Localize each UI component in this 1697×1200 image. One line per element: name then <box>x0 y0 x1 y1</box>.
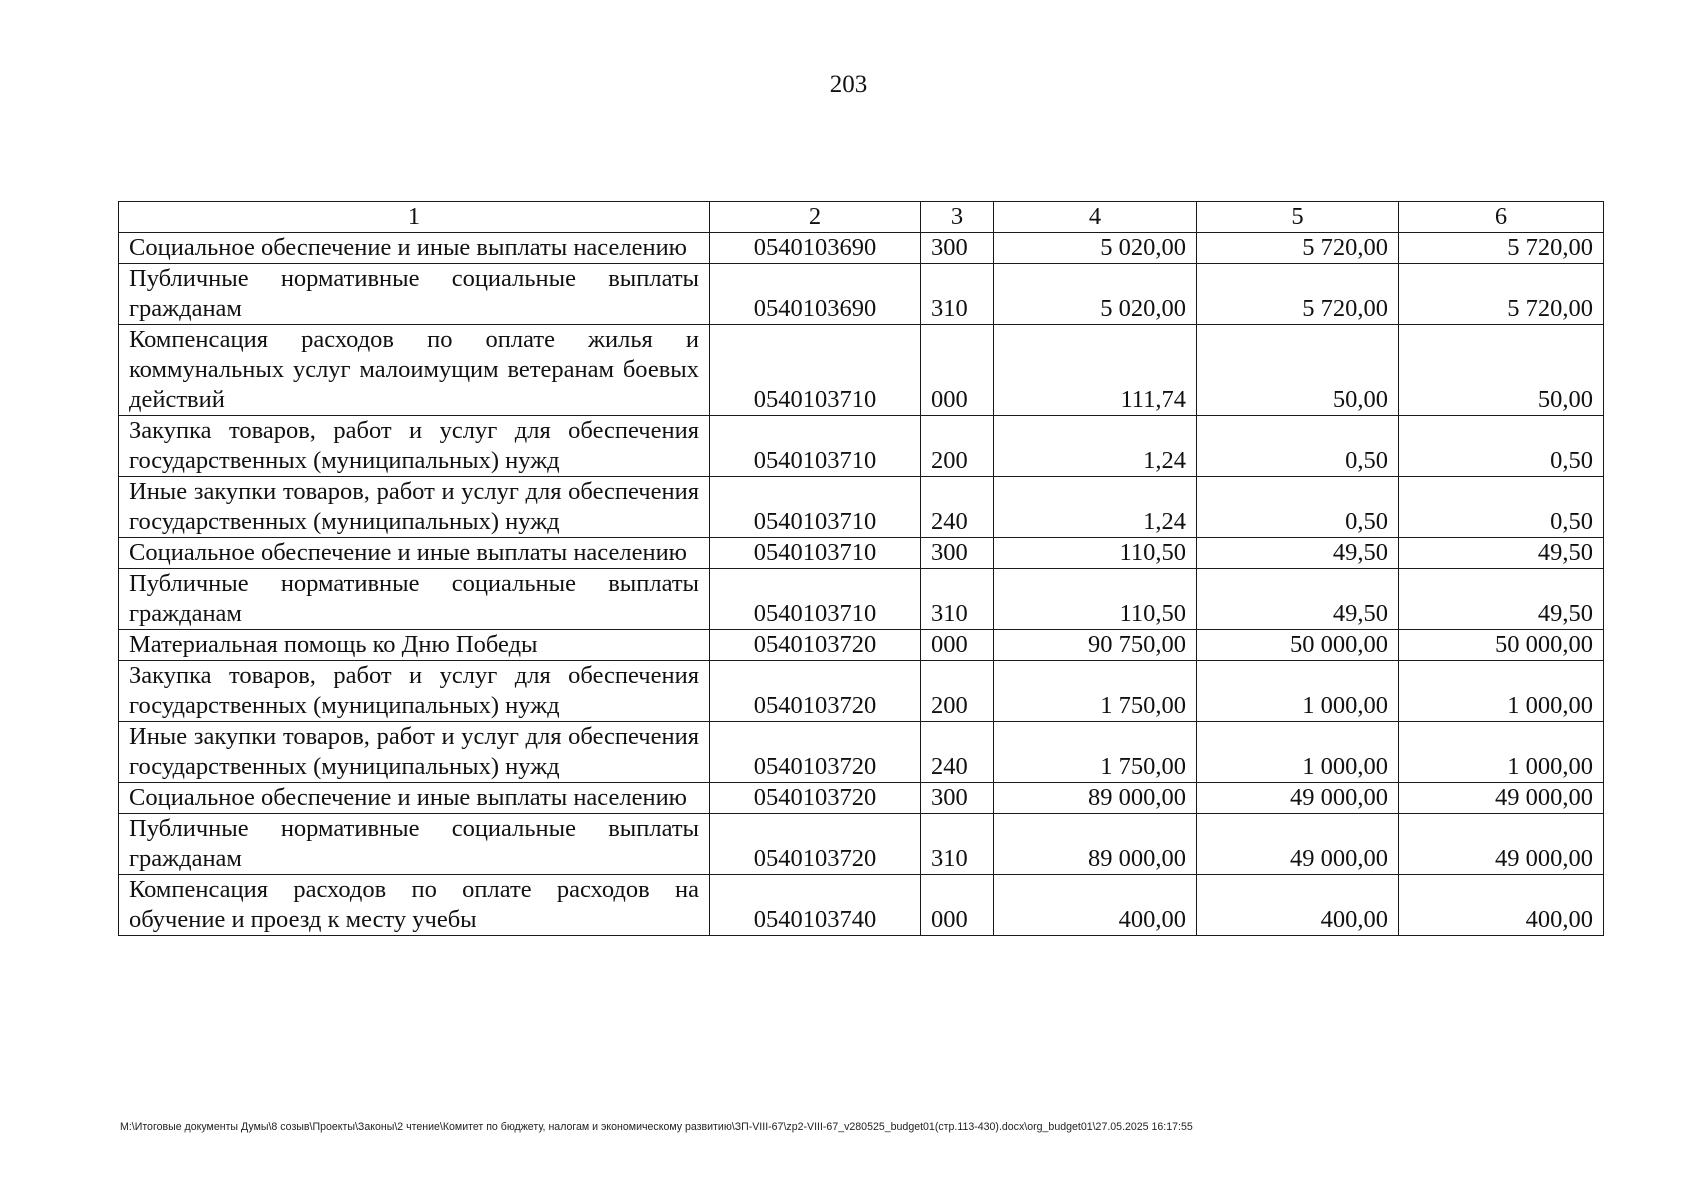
row-code: 0540103720 <box>710 814 921 875</box>
row-value-4: 1,24 <box>994 477 1197 538</box>
row-code: 0540103710 <box>710 325 921 416</box>
row-value-5: 49,50 <box>1197 569 1399 630</box>
row-value-6: 5 720,00 <box>1399 264 1604 325</box>
row-value-5: 0,50 <box>1197 477 1399 538</box>
row-name: Публичные нормативные социальные выплаты гражданам <box>119 814 710 875</box>
row-expense-type: 200 <box>921 661 994 722</box>
row-value-6: 1 000,00 <box>1399 661 1604 722</box>
column-header-5: 5 <box>1197 202 1399 233</box>
row-value-5: 49 000,00 <box>1197 814 1399 875</box>
row-expense-type: 310 <box>921 569 994 630</box>
row-expense-type: 300 <box>921 538 994 569</box>
row-code: 0540103710 <box>710 538 921 569</box>
row-name: Публичные нормативные социальные выплаты гражданам <box>119 264 710 325</box>
row-value-4: 90 750,00 <box>994 630 1197 661</box>
row-name: Компенсация расходов по оплате расходов на обучение и проезд к месту учебы <box>119 875 710 936</box>
row-value-5: 1 000,00 <box>1197 722 1399 783</box>
column-header-4: 4 <box>994 202 1197 233</box>
table-row <box>119 630 1604 661</box>
document-path-footer: М:\Итоговые документы Думы\8 созыв\Проекты\Законы\2 чтение\Комитет по бюджету, налогам и экономическому развитию\ЗП-VIII-67\zp2-VIII-67_v280525_budget01(стр.113-430).docx\org_budget01\27.05.2025 16:17:55 <box>120 1121 1193 1133</box>
row-name: Иные закупки товаров, работ и услуг для обеспечения государственных (муниципальных) нужд <box>119 477 710 538</box>
row-value-4: 1,24 <box>994 416 1197 477</box>
row-value-4: 1 750,00 <box>994 661 1197 722</box>
table-row <box>119 814 1604 875</box>
row-expense-type: 000 <box>921 325 994 416</box>
row-name: Социальное обеспечение и иные выплаты населению <box>119 783 710 814</box>
row-name: Материальная помощь ко Дню Победы <box>119 630 710 661</box>
row-value-6: 49,50 <box>1399 569 1604 630</box>
row-name: Социальное обеспечение и иные выплаты населению <box>119 538 710 569</box>
row-value-6: 0,50 <box>1399 477 1604 538</box>
table-row <box>119 722 1604 783</box>
table-row <box>119 783 1604 814</box>
column-header-2: 2 <box>710 202 921 233</box>
row-code: 0540103690 <box>710 264 921 325</box>
row-value-5: 5 720,00 <box>1197 264 1399 325</box>
row-expense-type: 310 <box>921 264 994 325</box>
row-value-4: 110,50 <box>994 569 1197 630</box>
row-value-4: 400,00 <box>994 875 1197 936</box>
row-expense-type: 300 <box>921 233 994 264</box>
row-value-6: 49 000,00 <box>1399 783 1604 814</box>
row-value-5: 400,00 <box>1197 875 1399 936</box>
row-value-4: 5 020,00 <box>994 233 1197 264</box>
column-header-6: 6 <box>1399 202 1604 233</box>
row-code: 0540103690 <box>710 233 921 264</box>
row-expense-type: 310 <box>921 814 994 875</box>
row-value-5: 5 720,00 <box>1197 233 1399 264</box>
row-name: Социальное обеспечение и иные выплаты населению <box>119 233 710 264</box>
row-value-6: 400,00 <box>1399 875 1604 936</box>
row-name: Иные закупки товаров, работ и услуг для обеспечения государственных (муниципальных) нужд <box>119 722 710 783</box>
table-row <box>119 233 1604 264</box>
table-row <box>119 875 1604 936</box>
row-value-4: 110,50 <box>994 538 1197 569</box>
row-name: Закупка товаров, работ и услуг для обеспечения государственных (муниципальных) нужд <box>119 416 710 477</box>
row-value-6: 50 000,00 <box>1399 630 1604 661</box>
budget-table <box>118 201 1604 936</box>
row-expense-type: 300 <box>921 783 994 814</box>
row-value-6: 49 000,00 <box>1399 814 1604 875</box>
row-code: 0540103720 <box>710 783 921 814</box>
row-name: Публичные нормативные социальные выплаты гражданам <box>119 569 710 630</box>
row-value-4: 89 000,00 <box>994 783 1197 814</box>
table-row <box>119 264 1604 325</box>
column-header-1: 1 <box>119 202 710 233</box>
table-row <box>119 477 1604 538</box>
row-value-6: 0,50 <box>1399 416 1604 477</box>
row-expense-type: 240 <box>921 722 994 783</box>
table-row <box>119 569 1604 630</box>
row-code: 0540103710 <box>710 416 921 477</box>
row-expense-type: 000 <box>921 630 994 661</box>
column-header-3: 3 <box>921 202 994 233</box>
row-name: Компенсация расходов по оплате жилья и коммунальных услуг малоимущим ветеранам боевых действий <box>119 325 710 416</box>
table-row <box>119 416 1604 477</box>
row-value-4: 5 020,00 <box>994 264 1197 325</box>
row-expense-type: 240 <box>921 477 994 538</box>
row-value-4: 89 000,00 <box>994 814 1197 875</box>
table-row <box>119 661 1604 722</box>
page-number: 203 <box>829 71 868 98</box>
table-row <box>119 325 1604 416</box>
row-value-5: 0,50 <box>1197 416 1399 477</box>
row-value-4: 1 750,00 <box>994 722 1197 783</box>
table-header-row <box>119 202 1604 233</box>
row-code: 0540103740 <box>710 875 921 936</box>
row-value-6: 1 000,00 <box>1399 722 1604 783</box>
row-code: 0540103720 <box>710 722 921 783</box>
row-value-6: 50,00 <box>1399 325 1604 416</box>
row-code: 0540103720 <box>710 630 921 661</box>
row-value-5: 50 000,00 <box>1197 630 1399 661</box>
row-expense-type: 200 <box>921 416 994 477</box>
row-value-5: 50,00 <box>1197 325 1399 416</box>
row-value-5: 1 000,00 <box>1197 661 1399 722</box>
row-code: 0540103710 <box>710 477 921 538</box>
table-row <box>119 538 1604 569</box>
row-expense-type: 000 <box>921 875 994 936</box>
row-value-6: 49,50 <box>1399 538 1604 569</box>
row-code: 0540103710 <box>710 569 921 630</box>
row-value-4: 111,74 <box>994 325 1197 416</box>
row-value-6: 5 720,00 <box>1399 233 1604 264</box>
row-name: Закупка товаров, работ и услуг для обеспечения государственных (муниципальных) нужд <box>119 661 710 722</box>
row-value-5: 49,50 <box>1197 538 1399 569</box>
row-code: 0540103720 <box>710 661 921 722</box>
row-value-5: 49 000,00 <box>1197 783 1399 814</box>
